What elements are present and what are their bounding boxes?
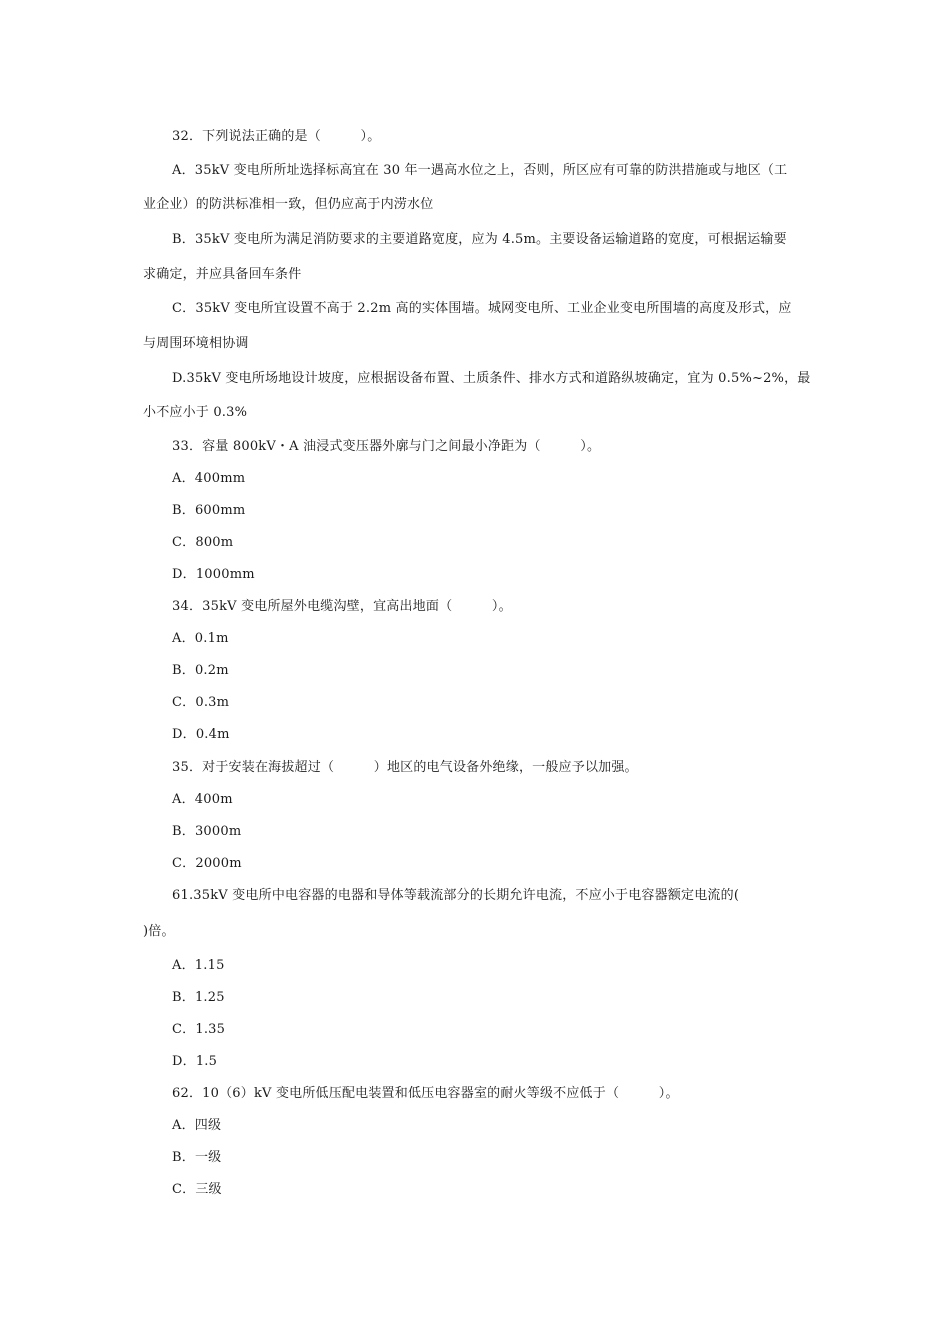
question-61-option-a: A．1.15: [172, 958, 225, 973]
question-62-stem: 62．10（6）kV 变电所低压配电装置和低压电容器室的耐火等级不应低于（ ）。: [172, 1086, 679, 1101]
question-34-option-d: D．0.4m: [172, 727, 230, 742]
question-32-option-b-cont: 求确定，并应具备回车条件: [143, 267, 302, 282]
question-33-option-b: B．600mm: [172, 503, 246, 518]
question-35-option-b: B．3000m: [172, 824, 242, 839]
question-32-option-b: B．35kV 变电所为满足消防要求的主要道路宽度，应为 4.5m。主要设备运输道路的宽度，可根据运输要: [172, 232, 787, 247]
question-61-option-b: B．1.25: [172, 990, 225, 1005]
question-33-option-d: D．1000mm: [172, 567, 255, 582]
question-32-option-a-cont: 业企业）的防洪标准相一致，但仍应高于内涝水位: [143, 197, 434, 212]
question-35-option-c: C．2000m: [172, 856, 242, 871]
question-61-option-c: C．1.35: [172, 1022, 226, 1037]
question-62-option-c: C．三级: [172, 1182, 222, 1197]
question-61-option-d: D．1.5: [172, 1054, 218, 1069]
question-34-stem: 34．35kV 变电所屋外电缆沟壁，宜高出地面（ ）。: [172, 599, 512, 614]
question-35-option-a: A．400m: [172, 792, 233, 807]
question-32-option-d: D.35kV 变电所场地设计坡度，应根据设备布置、土质条件、排水方式和道路纵坡确定，宜为 0.5%~2%，最: [172, 371, 811, 386]
question-34-option-c: C．0.3m: [172, 695, 230, 710]
question-35-stem: 35．对于安装在海拔超过（ ）地区的电气设备外绝缘，一般应予以加强。: [172, 760, 638, 775]
question-33-option-a: A．400mm: [172, 471, 246, 486]
question-34-option-b: B．0.2m: [172, 663, 229, 678]
question-62-option-b: B．一级: [172, 1150, 222, 1165]
question-32-stem: 32．下列说法正确的是（ ）。: [172, 129, 381, 144]
question-32-option-c: C．35kV 变电所宜设置不高于 2.2m 高的实体围墙。城网变电所、工业企业变电所围墙的高度及形式，应: [172, 301, 792, 316]
question-32-option-d-cont: 小不应小于 0.3%: [143, 405, 248, 420]
question-61-stem-cont: )倍。: [143, 924, 175, 939]
question-32-option-a: A．35kV 变电所所址选择标高宜在 30 年一遇高水位之上，否则，所区应有可靠的防洪措施或与地区（工: [172, 163, 788, 178]
question-33-option-c: C．800m: [172, 535, 234, 550]
question-33-stem: 33．容量 800kV・A 油浸式变压器外廓与门之间最小净距为（ ）。: [172, 439, 601, 454]
question-32-option-c-cont: 与周围环境相协调: [143, 336, 249, 351]
question-61-stem: 61.35kV 变电所中电容器的电器和导体等载流部分的长期允许电流，不应小于电容器额定电流的(: [172, 888, 740, 903]
question-34-option-a: A．0.1m: [172, 631, 229, 646]
question-62-option-a: A．四级: [172, 1118, 222, 1133]
